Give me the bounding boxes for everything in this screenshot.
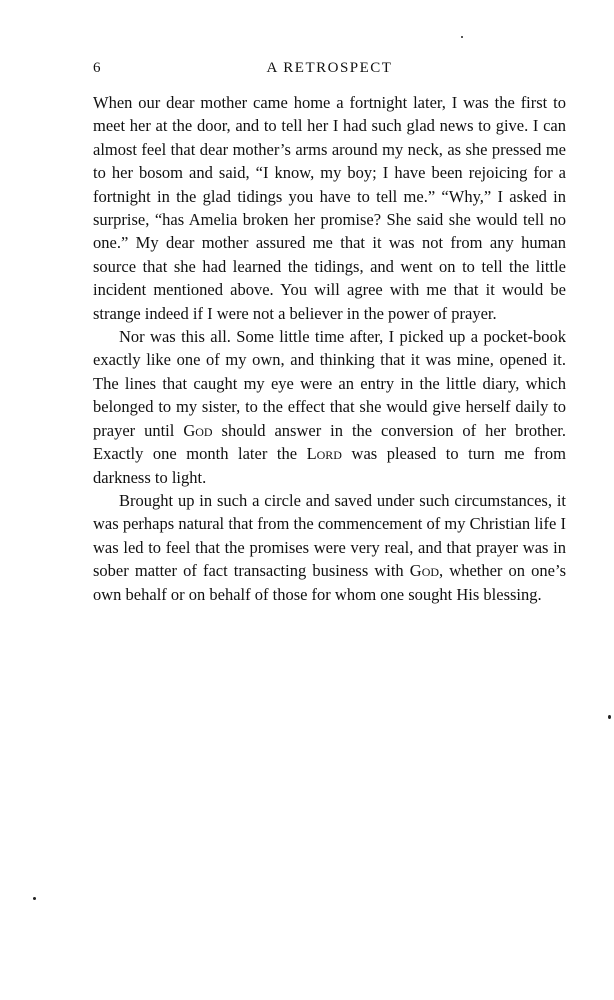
text-segment: was pleased to turn me from darkness to light. — [93, 444, 567, 487]
small-caps-word: God — [409, 561, 440, 581]
paragraph-3 — [93, 489, 566, 606]
page-number: 6 — [93, 60, 102, 76]
text-segment: should answer in the conversion of her brother. Exactly one month later the — [93, 420, 566, 464]
scan-speck — [461, 36, 463, 38]
paragraph-1: When our dear mother came home a fortnight later, I was the first to meet her at the door, and to tell her I had such glad news to give. I can almost feel that dear mother’s arms around my neck, as she pressed me to her bosom and said, “I know, my boy; I have been rejoicing for a fortnight in the glad tidings you have to tell me.” “Why,” I asked in surprise, “has Amelia broken her promise? She said she would tell no one.” My dear mother assured me that it was not from any human source that she had learned the tidings, and went on to tell the little incident mentioned above. You will agree with me that it would be strange indeed if I were not a believer in the power of prayer. — [93, 93, 566, 323]
small-caps-word: God — [183, 420, 213, 440]
running-head: A RETROSPECT — [266, 60, 393, 76]
text-segment: , whether on one’s own behalf or on behalf of those for whom one sought His blessing. — [93, 561, 566, 604]
small-caps-word: Lord — [306, 444, 342, 464]
body-text — [93, 91, 566, 606]
text-segment: Nor was this all. Some little time after, I picked up a pocket-book exactly like one of my own, and thinking that it was mine, opened it. The lines that caught my eye were an entry in the little diary, which belonged to my sister, to the effect that she would give herself daily to prayer until — [93, 327, 566, 440]
text-segment: Brought up in such a circle and saved under such circumstances, it was perhaps natural that from the commencement of my Christian life I was led to feel that the promises were very real, and that prayer was in sober matter of fact transacting business with — [93, 490, 566, 581]
page-header — [93, 60, 566, 84]
scan-speck — [33, 897, 36, 900]
scan-speck — [608, 715, 611, 719]
paragraph-2 — [93, 325, 566, 489]
